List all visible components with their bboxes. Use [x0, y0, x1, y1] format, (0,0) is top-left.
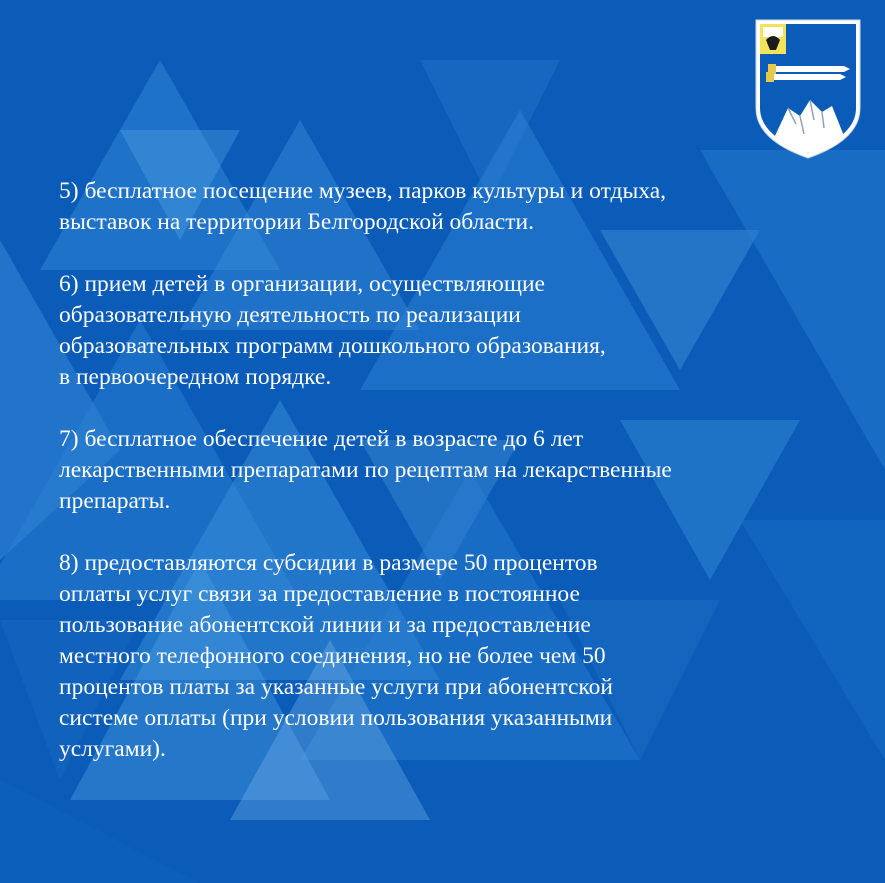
- benefit-item-7: [59, 424, 779, 517]
- text-line: 5) бесплатное посещение музеев, парков культуры и отдыха,: [59, 178, 667, 204]
- text-line: местного телефонного соединения, но не более чем 50: [59, 643, 606, 669]
- coat-of-arms-icon: [752, 16, 864, 160]
- text-line: оплаты услуг связи за предоставление в постоянное: [59, 581, 580, 607]
- text-line: 7) бесплатное обеспечение детей в возрасте до 6 лет: [59, 426, 584, 452]
- benefit-item-8: [59, 548, 779, 765]
- text-line: лекарственными препаратами по рецептам на лекарственные: [59, 457, 672, 483]
- text-line: 8) предоставляются субсидии в размере 50 процентов: [59, 550, 598, 576]
- text-line: системе оплаты (при условии пользования указанными: [59, 705, 613, 731]
- text-line: образовательную деятельность по реализации: [59, 302, 521, 328]
- text-line: 6) прием детей в организации, осуществляющие: [59, 271, 545, 297]
- text-line: процентов платы за указанные услуги при абонентской: [59, 674, 613, 700]
- text-line: услугами).: [59, 736, 166, 762]
- text-line: в первоочередном порядке.: [59, 364, 332, 390]
- text-line: выставок на территории Белгородской области.: [59, 209, 534, 235]
- text-line: пользование абонентской линии и за предоставление: [59, 612, 591, 638]
- benefit-item-6: [59, 269, 779, 393]
- text-line: препараты.: [59, 488, 171, 514]
- benefits-list: [59, 176, 779, 796]
- text-line: образовательных программ дошкольного образования,: [59, 333, 606, 359]
- benefit-item-5: [59, 176, 779, 238]
